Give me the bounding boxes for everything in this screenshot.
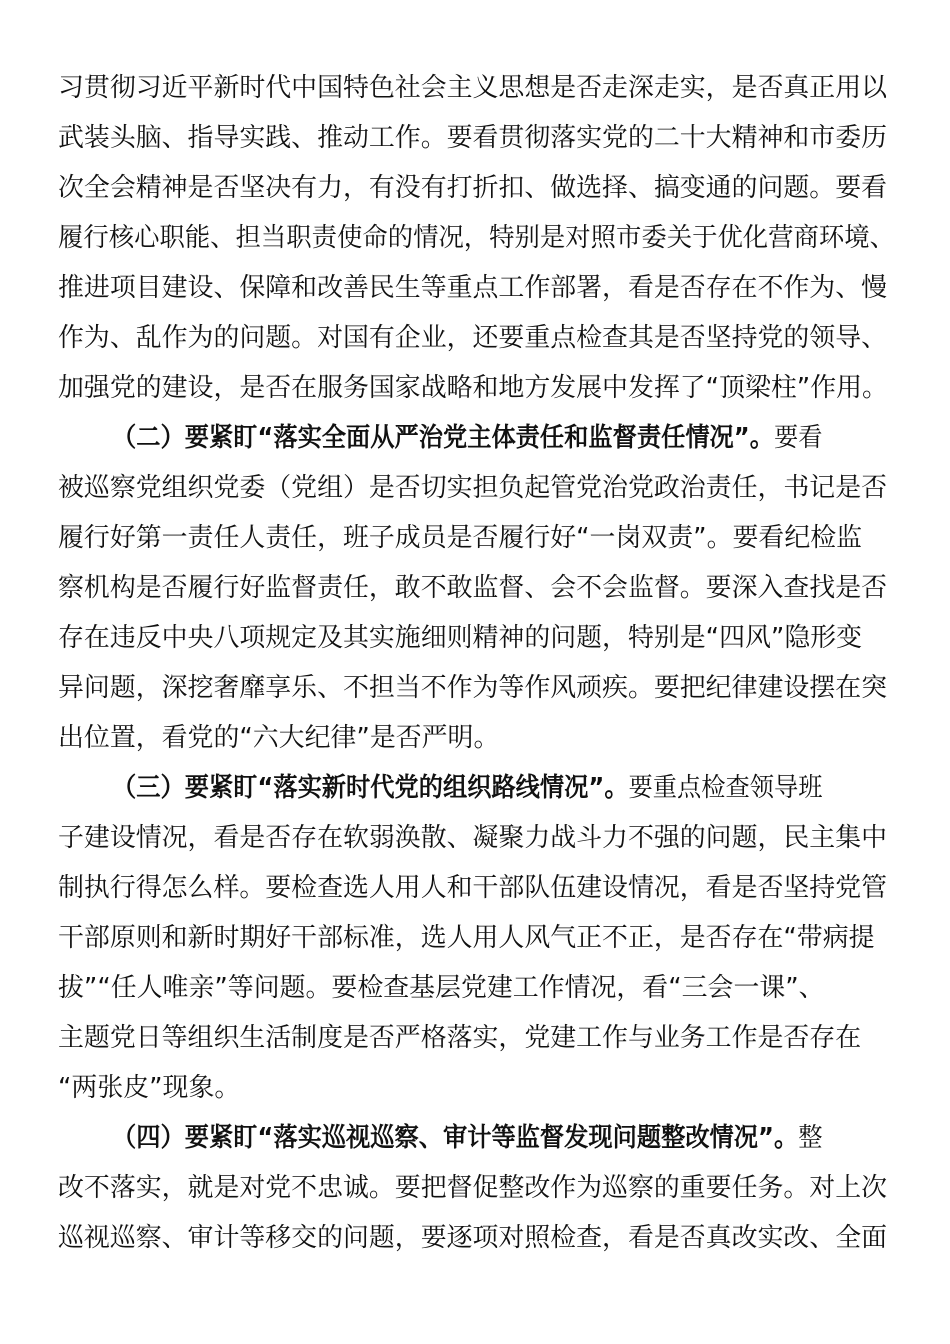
text-line: 存在违反中央八项规定及其实施细则精神的问题，特别是“四风”隐形变 [58, 623, 863, 653]
section-2-first-line [112, 421, 895, 455]
text-line: 加强党的建设，是否在服务国家战略和地方发展中发挥了“顶梁柱”作用。 [58, 373, 888, 403]
text-line: 作为、乱作为的问题。对国有企业，还要重点检查其是否坚持党的领导、 [58, 323, 888, 353]
text-line: 习贯彻习近平新时代中国特色社会主义思想是否走深走实，是否真正用以 [58, 73, 888, 103]
text-line: 改不落实，就是对党不忠诚。要把督促整改作为巡察的重要任务。对上次 [58, 1173, 888, 1203]
text-line: 出位置，看党的“六大纪律”是否严明。 [58, 723, 500, 753]
text-line: 主题党日等组织生活制度是否严格落实，党建工作与业务工作是否存在 [58, 1023, 862, 1053]
text-line: “两张皮”现象。 [58, 1073, 241, 1103]
text-line: 拔”“任人唯亲”等问题。要检查基层党建工作情况，看“三会一课”、 [58, 973, 825, 1003]
section-3-first-tail: 要重点检查领导班 [628, 773, 823, 803]
text-line: 制执行得怎么样。要检查选人用人和干部队伍建设情况，看是否坚持党管 [58, 873, 888, 903]
text-line: 巡视巡察、审计等移交的问题，要逐项对照检查，看是否真改实改、全面 [58, 1223, 888, 1253]
text-line: 被巡察党组织党委（党组）是否切实担负起管党治党政治责任，书记是否 [58, 473, 888, 503]
section-3-first-line [112, 771, 895, 805]
section-4-heading: （四）要紧盯“落实巡视巡察、审计等监督发现问题整改情况”。 [112, 1123, 799, 1153]
section-4-first-line [112, 1121, 895, 1155]
section-4-first-tail: 整 [798, 1123, 823, 1153]
text-line: 推进项目建设、保障和改善民生等重点工作部署，看是否存在不作为、慢 [58, 273, 888, 303]
text-line: 次全会精神是否坚决有力，有没有打折扣、做选择、搞变通的问题。要看 [58, 173, 888, 203]
section-3-heading: （三）要紧盯“落实新时代党的组织路线情况”。 [112, 773, 629, 803]
text-line: 察机构是否履行好监督责任，敢不敢监督、会不会监督。要深入查找是否 [58, 573, 888, 603]
text-line: 武装头脑、指导实践、推动工作。要看贯彻落实党的二十大精神和市委历 [58, 123, 888, 153]
text-line: 履行好第一责任人责任，班子成员是否履行好“一岗双责”。要看纪检监 [58, 523, 863, 553]
section-2-heading: （二）要紧盯“落实全面从严治党主体责任和监督责任情况”。 [112, 423, 774, 453]
section-2-first-tail: 要看 [773, 423, 823, 453]
text-line: 履行核心职能、担当职责使命的情况，特别是对照市委关于优化营商环境、 [58, 223, 895, 253]
text-line: 子建设情况，看是否存在软弱涣散、凝聚力战斗力不强的问题，民主集中 [58, 823, 888, 853]
text-line: 干部原则和新时期好干部标准，选人用人风气正不正，是否存在“带病提 [58, 923, 875, 953]
text-line: 异问题，深挖奢靡享乐、不担当不作为等作风顽疾。要把纪律建设摆在突 [58, 673, 888, 703]
